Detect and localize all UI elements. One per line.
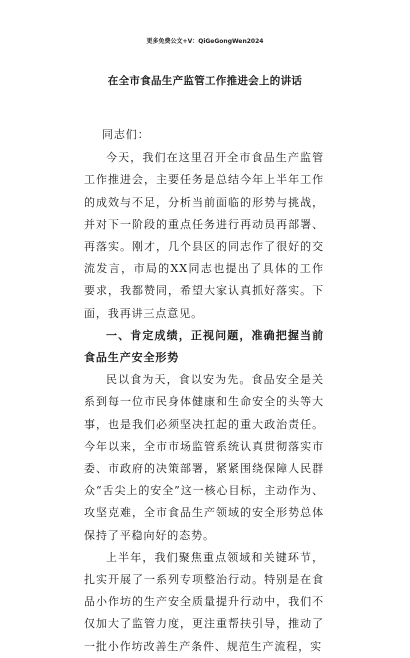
header-note: 更多免费公文+V：QiGeGongWen2024: [146, 38, 264, 45]
salutation: 同志们：: [102, 128, 150, 141]
document-title: 在全市食品生产监管工作推进会上的讲话: [107, 75, 303, 87]
paragraph-food-safety: 民以食为天，食以安为先。食品安全是关系到每一位市民身体健康和生命安全的头等大事，也是我们必须坚决扛起的重大政治责任。今年以来，全市市场监管系统认真贯彻落实市委、市政府的决策部署，紧紧围绕保障人民群众“舌尖上的安全”这一核心目标，主动作为、攻坚克难，全市食品生产领域的安全形势总体保持了平稳向好的态势。: [84, 373, 324, 542]
section-heading-1: 一、肯定成绩，正视问题，准确把握当前食品生产安全形势: [84, 328, 324, 365]
document-body: [84, 124, 324, 658]
paragraph-first-half: 上半年，我们聚焦重点领域和关键环节，扎实开展了一系列专项整治行动。特别是在食品小作坊的生产安全质量提升行动中，我们不仅加大了监管力度，更注重帮扶引导，推动了一批小作坊改善生产条件、规范生产流程，实: [84, 550, 324, 653]
paragraph-intro: 今天，我们在这里召开全市食品生产监管工作推进会，主要任务是总结今年上半年工作的成效与不足，分析当前面临的形势与挑战，并对下一阶段的重点任务进行再动员再部署、再落实。刚才，几个县区的同志作了很好的交流发言，市局的XX同志也提出了具体的工作要求，我都赞同，希望大家认真抓好落实。下面，我再讲三点意见。: [84, 151, 324, 320]
